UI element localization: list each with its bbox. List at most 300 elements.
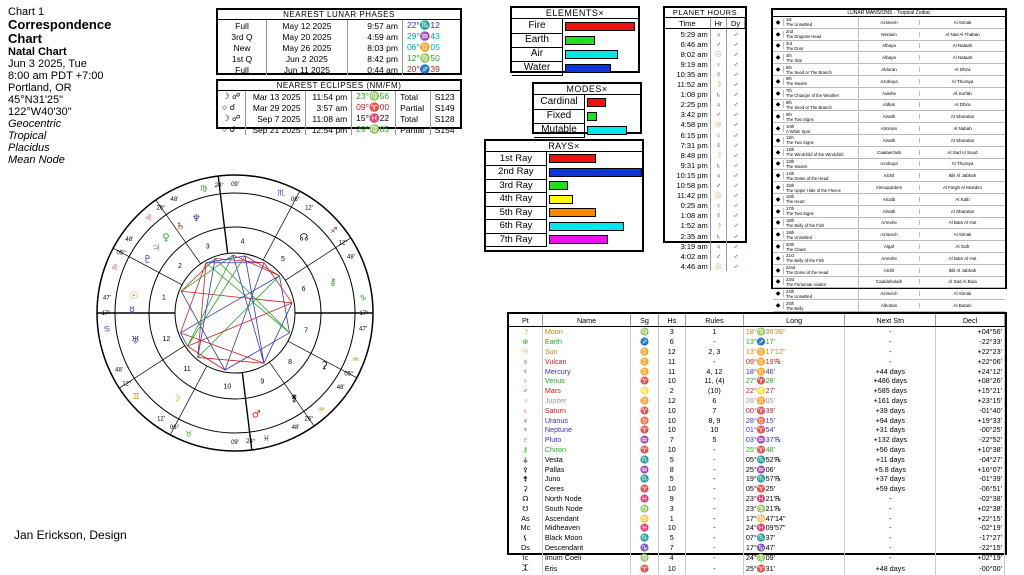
planet-declination: +15°21' xyxy=(936,386,1005,396)
mansion-arabic: Albotain xyxy=(859,303,920,308)
mansion-row xyxy=(773,206,1005,218)
mansion-row xyxy=(773,29,1005,41)
cusp-sign-icon: ♑ xyxy=(359,293,367,303)
planet-icon: ♀ xyxy=(509,376,542,386)
cusp-minutes: 48' xyxy=(125,237,134,244)
mansion-number: 24th xyxy=(786,288,795,294)
planet-next-station: +59 days xyxy=(845,484,936,494)
planet-declination: +16°07' xyxy=(936,464,1005,474)
mansion-meaning: The Changer of the Weather xyxy=(786,93,839,99)
planet-icon: ⚵ xyxy=(509,474,542,484)
planet-house: 6 xyxy=(658,337,685,347)
mansion-icon: ◆ xyxy=(773,54,784,61)
mansion-arabic: Caaldebolaih xyxy=(859,279,920,284)
mansion-number: 21st xyxy=(786,253,794,259)
chart-title: Correspondence Chart xyxy=(8,17,112,46)
planet-house: 3 xyxy=(658,327,685,337)
hour-time: 0:25 am xyxy=(665,201,710,211)
bar-row xyxy=(512,61,638,75)
mansion-number: 7th xyxy=(786,88,792,94)
planet-row xyxy=(509,356,1005,366)
planet-house: 1 xyxy=(658,513,685,523)
planet-icon: As xyxy=(509,513,542,523)
bar-row xyxy=(512,33,638,47)
bar-fill xyxy=(587,112,597,121)
day-planet-icon: ♂ xyxy=(732,100,739,110)
planet-rules: - xyxy=(685,543,743,553)
planet-house: 9 xyxy=(658,494,685,504)
planet-rules: (10) xyxy=(685,386,743,396)
planet-icon: ♇ xyxy=(509,435,542,445)
mansion-arabic: Almuquedem xyxy=(859,185,920,190)
planet-rules: - xyxy=(685,454,743,464)
planet-declination: -01°39' xyxy=(936,474,1005,484)
planet-icon: ☿ xyxy=(509,366,542,376)
hour-row xyxy=(665,110,745,120)
planet-icon: ☉ xyxy=(509,347,542,357)
cusp-minutes: 48' xyxy=(170,197,179,204)
day-planet-icon: ♂ xyxy=(732,49,739,59)
cusp-minutes: 12' xyxy=(157,416,165,423)
bar-row xyxy=(512,47,638,61)
mansion-arabic: Aulehe xyxy=(859,91,920,96)
planet-col-header: Name xyxy=(542,314,631,327)
planet-row xyxy=(509,552,1005,562)
hour-planet-icon: ☽ xyxy=(710,150,726,160)
mansion-arabic: Albaya xyxy=(859,55,920,60)
mansion-name xyxy=(784,159,859,169)
planet-longitude: 17°♋47'14" xyxy=(743,513,845,523)
mansion-number: 9th xyxy=(786,111,792,117)
hour-row xyxy=(665,201,745,211)
planet-row xyxy=(509,405,1005,415)
planet-declination: -22°15' xyxy=(936,543,1005,553)
planet-icon: ⊕ xyxy=(509,337,542,347)
mansion-name xyxy=(784,88,859,98)
planet-row xyxy=(509,484,1005,494)
planet-icon: ♅ xyxy=(509,415,542,425)
phase-date: May 12 2025 xyxy=(267,20,348,31)
cusp-sign-icon: ♋ xyxy=(103,324,111,334)
day-planet-icon: ♂ xyxy=(732,90,739,100)
planet-sign: ♑ xyxy=(631,543,658,553)
mansion-number: 2nd xyxy=(786,29,793,35)
planet-name: Mars xyxy=(542,386,631,396)
modes-panel xyxy=(532,82,642,134)
planet-longitude: 27°♈28' xyxy=(743,376,845,386)
hour-row xyxy=(665,100,745,110)
eclipse-kind: Partial xyxy=(396,124,431,135)
planet-hours-title: PLANET HOURS xyxy=(665,8,745,18)
eclipse-saros: S149 xyxy=(434,102,455,113)
planet-declination: -02°19' xyxy=(936,523,1005,533)
planet-next-station: - xyxy=(845,494,936,504)
day-planet-icon: ♂ xyxy=(732,59,739,69)
planet-row xyxy=(509,503,1005,513)
planet-glyph-icon: ♇ xyxy=(143,254,153,266)
hour-planet-icon: ♃ xyxy=(710,100,726,110)
hour-row xyxy=(665,261,745,271)
day-planet-icon: ♂ xyxy=(732,251,739,261)
hour-time: 1:52 am xyxy=(665,221,710,231)
planet-row xyxy=(509,415,1005,425)
planet-glyph-icon: ☊ xyxy=(299,232,309,244)
planet-rules: - xyxy=(685,503,743,513)
planet-sign: ♒ xyxy=(631,464,658,474)
planet-row xyxy=(509,396,1005,406)
hour-row xyxy=(665,241,745,251)
lunar-phases-title: NEAREST LUNAR PHASES xyxy=(218,10,460,20)
aspect-line xyxy=(245,256,279,276)
day-planet-icon: ♂ xyxy=(732,241,739,251)
mansion-arabic: Aldoran xyxy=(859,67,920,72)
phase-time: 9:57 am xyxy=(347,20,402,31)
planet-name: Neptune xyxy=(542,425,631,435)
mansion-icon: ◆ xyxy=(773,137,784,144)
mansion-number: 6th xyxy=(786,76,792,82)
cusp-sign-icon: ♉ xyxy=(185,429,193,439)
planet-glyph-icon: ♂ xyxy=(251,409,261,421)
planet-house: 2 xyxy=(658,386,685,396)
planet-rules: - xyxy=(685,484,743,494)
planet-col-header: Decl xyxy=(936,314,1005,327)
mansion-arabic-alt: Al Butain xyxy=(953,303,972,309)
planet-col-header: Rules xyxy=(685,314,743,327)
aspect-line xyxy=(177,263,206,333)
planet-name: South Node xyxy=(542,503,631,513)
mansion-row xyxy=(773,182,1005,194)
mansion-meaning: The Unsettled xyxy=(786,234,813,240)
planet-rules: - xyxy=(685,445,743,455)
hour-planet-icon: ♂ xyxy=(710,39,726,49)
planet-col-header: Next Stn xyxy=(845,314,936,327)
phase-position: 20°♐39 xyxy=(406,64,440,74)
mansion-arabic: Aldian xyxy=(859,102,920,107)
mansion-meaning: The Heart xyxy=(786,199,805,205)
planet-house: 10 xyxy=(658,405,685,415)
hour-row xyxy=(665,120,745,130)
cusp-degree: 12° xyxy=(338,240,348,247)
mansion-icon: ◆ xyxy=(773,31,784,38)
planet-name: North Node xyxy=(542,494,631,504)
planet-next-station: +31 days xyxy=(845,425,936,435)
cusp-sign-icon: ♏ xyxy=(277,188,285,198)
planet-declination: -00°25' xyxy=(936,425,1005,435)
cusp-degree: 17° xyxy=(359,311,369,317)
mansion-meaning: The Windchild of the Windchild xyxy=(786,152,844,158)
phase-name: New xyxy=(218,42,267,53)
planet-name: Jupiter xyxy=(542,396,631,406)
phase-date: May 26 2025 xyxy=(267,42,348,53)
design-credit: Jan Erickson, Design xyxy=(14,528,127,542)
mansion-name xyxy=(784,194,859,204)
bar-fill xyxy=(565,64,611,73)
planet-name: Pluto xyxy=(542,435,631,445)
mansion-row xyxy=(773,135,1005,147)
mansion-meaning: The Swarm xyxy=(786,163,808,169)
planet-next-station: - xyxy=(845,543,936,553)
planet-sign: ♏ xyxy=(631,454,658,464)
planet-name: Ascendant xyxy=(542,513,631,523)
planet-col-header: Sg xyxy=(631,314,658,327)
planet-sign: ♓ xyxy=(631,494,658,504)
mansion-row xyxy=(773,229,1005,241)
hour-time: 7:31 pm xyxy=(665,140,710,150)
bar-row xyxy=(512,19,638,33)
bar-fill xyxy=(587,126,627,135)
planet-next-station: - xyxy=(845,523,936,533)
hour-planet-icon: ♃ xyxy=(710,29,726,40)
option-placidus: Placidus xyxy=(8,142,50,154)
eclipse-date: Mar 29 2025 xyxy=(245,102,305,113)
day-planet-icon: ♂ xyxy=(732,231,739,241)
planet-longitude: 05°♈25' xyxy=(743,484,845,494)
planet-name: Black Moon xyxy=(542,533,631,543)
mansion-number: 25th xyxy=(786,300,795,306)
planet-icon: ☋ xyxy=(509,503,542,513)
hour-time: 1:08 am xyxy=(665,211,710,221)
planet-row xyxy=(509,337,1005,347)
planet-table-header xyxy=(509,314,1005,327)
bar-row xyxy=(486,206,642,220)
phase-position: 22°♏12 xyxy=(406,20,440,30)
lunar-mansions-title: LUNAR MANSIONS - Tropical Zodiac xyxy=(773,10,1005,17)
mansion-arabic-alt: Al Nataah xyxy=(952,55,973,61)
hour-time: 2:25 pm xyxy=(665,100,710,110)
hour-time: 10:15 pm xyxy=(665,170,710,180)
planet-declination: +24°12' xyxy=(936,366,1005,376)
planet-declination: +10°38' xyxy=(936,445,1005,455)
mansion-icon: ◆ xyxy=(773,160,784,167)
aspect-line xyxy=(181,255,233,291)
hour-time: 6:46 am xyxy=(665,39,710,49)
hour-row xyxy=(665,160,745,170)
planet-declination: -00°00' xyxy=(936,562,1005,575)
planet-name: Mercury xyxy=(542,366,631,376)
planet-rules: - xyxy=(685,523,743,533)
mansion-icon: ◆ xyxy=(773,184,784,191)
cusp-minutes: 48' xyxy=(347,254,355,261)
mansion-icon: ◆ xyxy=(773,78,784,85)
mansion-icon: ◆ xyxy=(773,125,784,132)
planet-house: 3 xyxy=(658,503,685,513)
planet-declination: +08°26' xyxy=(936,376,1005,386)
planet-next-station: +48 days xyxy=(845,562,936,575)
hour-planet-icon: ♂ xyxy=(710,251,726,261)
hours-col-header: Dy xyxy=(727,18,745,29)
planet-next-station: +37 days xyxy=(845,474,936,484)
mansion-arabic-alt: Al Thuraya xyxy=(951,78,974,84)
hours-col-header: Time xyxy=(665,18,710,29)
planet-sign: ♉ xyxy=(631,415,658,425)
mansion-arabic-alt: Al Gafr xyxy=(955,244,970,250)
mansion-arabic: Alnath xyxy=(859,209,920,214)
planet-glyph-icon: ⚷ xyxy=(329,277,337,289)
bar-label: Earth xyxy=(512,33,563,48)
planet-row xyxy=(509,523,1005,533)
planet-next-station: - xyxy=(845,347,936,357)
cusp-minutes: 09' xyxy=(231,440,239,446)
eclipse-saros: S128 xyxy=(434,113,455,124)
house-number: 9 xyxy=(260,378,265,386)
eclipse-kind: Partial xyxy=(396,102,431,113)
planet-glyph-icon: ☽ xyxy=(171,393,181,405)
mansion-row xyxy=(773,288,1005,300)
mansion-row xyxy=(773,170,1005,182)
planet-hours-table xyxy=(665,18,745,271)
bar-row xyxy=(486,193,642,207)
mansion-meaning: The Two Signs xyxy=(786,140,814,146)
bar-label: 2nd Ray xyxy=(486,165,547,180)
planet-next-station: +11 days xyxy=(845,454,936,464)
hour-row xyxy=(665,150,745,160)
planet-name: Eris xyxy=(542,562,631,575)
mansion-name xyxy=(784,76,859,86)
planet-house: 7 xyxy=(658,543,685,553)
bar-row xyxy=(486,220,642,234)
planet-icon: Ic xyxy=(509,552,542,562)
planet-next-station: +161 days xyxy=(845,396,936,406)
mansion-arabic-alt: Al Batn Al Hut xyxy=(948,255,977,261)
option-geocentric: Geocentric xyxy=(8,118,62,130)
mansion-arabic-alt: Al Simak xyxy=(953,19,972,25)
bar-label: 5th Ray xyxy=(486,206,547,221)
mansion-name xyxy=(784,301,859,311)
mansion-row xyxy=(773,147,1005,159)
planet-row xyxy=(509,327,1005,337)
mansion-row xyxy=(773,76,1005,88)
hours-col-header: Hr xyxy=(710,18,726,29)
mansion-icon: ◆ xyxy=(773,278,784,285)
hour-planet-icon: ☉ xyxy=(710,191,726,201)
bar-label: 3rd Ray xyxy=(486,179,547,194)
phase-date: Jun 11 2025 xyxy=(267,64,348,75)
eclipse-saros: S154 xyxy=(434,124,455,135)
planet-icon: ☊ xyxy=(509,494,542,504)
hour-planet-icon: ☿ xyxy=(710,69,726,79)
planet-icon: Mc xyxy=(509,523,542,533)
cusp-sign-icon: ♐ xyxy=(330,226,338,236)
phase-date: May 20 2025 xyxy=(267,31,348,42)
planet-rules: 8, 9 xyxy=(685,415,743,425)
planet-next-station: +486 days xyxy=(845,376,936,386)
planet-longitude: 25°♈31' xyxy=(743,562,845,575)
mansion-meaning: The Swarm xyxy=(786,81,808,87)
mansion-meaning: The Belly of the Fish xyxy=(786,222,825,228)
planet-declination: +22°15' xyxy=(936,513,1005,523)
planet-house: 12 xyxy=(658,347,685,357)
planet-glyph-icon: ♃ xyxy=(151,242,161,254)
hour-planet-icon: ☉ xyxy=(710,261,726,271)
eclipse-position: 09°♈00 xyxy=(352,102,396,113)
planet-house: 11 xyxy=(658,356,685,366)
eclipse-symbol: ☽ ☍ xyxy=(218,113,245,124)
hour-planet-icon: ☽ xyxy=(710,80,726,90)
mansion-arabic-alt: Iklil Al Jabhah xyxy=(948,173,977,179)
day-planet-icon: ♂ xyxy=(732,120,739,130)
planet-longitude: 23°♍21'℞ xyxy=(743,503,845,513)
planet-name: Vesta xyxy=(542,454,631,464)
cusp-minutes: 09' xyxy=(231,182,239,188)
planet-declination: +22°06' xyxy=(936,356,1005,366)
planet-declination: +22°23' xyxy=(936,347,1005,357)
bar-row xyxy=(486,233,642,247)
cusp-sign-icon: ♌ xyxy=(145,213,153,223)
bar-row xyxy=(534,109,640,123)
mansion-arabic: Azobuya xyxy=(859,161,920,166)
day-planet-icon: ♂ xyxy=(732,110,739,120)
bar-fill xyxy=(565,36,595,45)
planet-house: 8 xyxy=(658,464,685,474)
planet-row xyxy=(509,474,1005,484)
eclipse-date: Sep 21 2025 xyxy=(245,124,305,135)
cusp-degree: 17° xyxy=(101,311,111,317)
mansion-arabic: Arrexhe xyxy=(859,220,920,225)
planet-rules: - xyxy=(685,356,743,366)
planet-house: 12 xyxy=(658,396,685,406)
house-number: 1 xyxy=(161,294,166,302)
mansion-number: 18th xyxy=(786,217,795,223)
planet-sign: ♍ xyxy=(631,552,658,562)
planet-col-header: Hs xyxy=(658,314,685,327)
mansion-arabic: Alnath xyxy=(859,138,920,143)
mansion-arabic: Azobuya xyxy=(859,79,920,84)
chart-time: 8:00 am PDT +7:00 xyxy=(8,70,104,82)
planet-next-station: +94 days xyxy=(845,415,936,425)
planet-next-station: - xyxy=(845,503,936,513)
planet-rules: 5 xyxy=(685,435,743,445)
mansion-arabic: Nenaim xyxy=(859,32,920,37)
planet-row xyxy=(509,543,1005,553)
mansion-name xyxy=(784,53,859,63)
planet-house: 4 xyxy=(658,552,685,562)
cusp-sign-icon: ♒ xyxy=(351,355,360,365)
planet-sign: ♊ xyxy=(631,347,658,357)
eclipse-date: Mar 13 2025 xyxy=(245,91,305,102)
bar-row xyxy=(486,179,642,193)
hour-row xyxy=(665,251,745,261)
planet-longitude: 25°♈48' xyxy=(743,445,845,455)
bar-fill xyxy=(549,154,596,163)
bar-fill xyxy=(549,168,642,177)
mansion-row xyxy=(773,111,1005,123)
hour-row xyxy=(665,39,745,49)
planet-name: Ceres xyxy=(542,484,631,494)
planet-icon: ⚶ xyxy=(509,454,542,464)
hour-row xyxy=(665,231,745,241)
mansion-meaning: The Seed or The Branch xyxy=(786,69,832,75)
planet-glyph-icon: ☉ xyxy=(129,291,139,303)
planet-rules: 4, 12 xyxy=(685,366,743,376)
mansion-name xyxy=(784,253,859,263)
mansion-number: 12th xyxy=(786,147,795,153)
phase-time: 8:03 pm xyxy=(347,42,402,53)
mansion-row xyxy=(773,300,1005,312)
mansion-icon: ◆ xyxy=(773,290,784,297)
eclipse-row xyxy=(218,91,460,102)
mansion-row xyxy=(773,52,1005,64)
hour-time: 8:02 am xyxy=(665,49,710,59)
hour-planet-icon: ☽ xyxy=(710,221,726,231)
planet-icon: ☽ xyxy=(509,327,542,337)
cusp-minutes: 47' xyxy=(359,326,367,333)
bar-fill xyxy=(549,208,596,217)
planet-rules: - xyxy=(685,494,743,504)
mansion-meaning: The Upper Hide of the Fleece xyxy=(786,187,841,193)
cusp-degree: 06° xyxy=(169,424,179,431)
natal-chart-wheel xyxy=(95,173,375,453)
eclipse-symbol: ☽ ☍ xyxy=(218,91,245,102)
